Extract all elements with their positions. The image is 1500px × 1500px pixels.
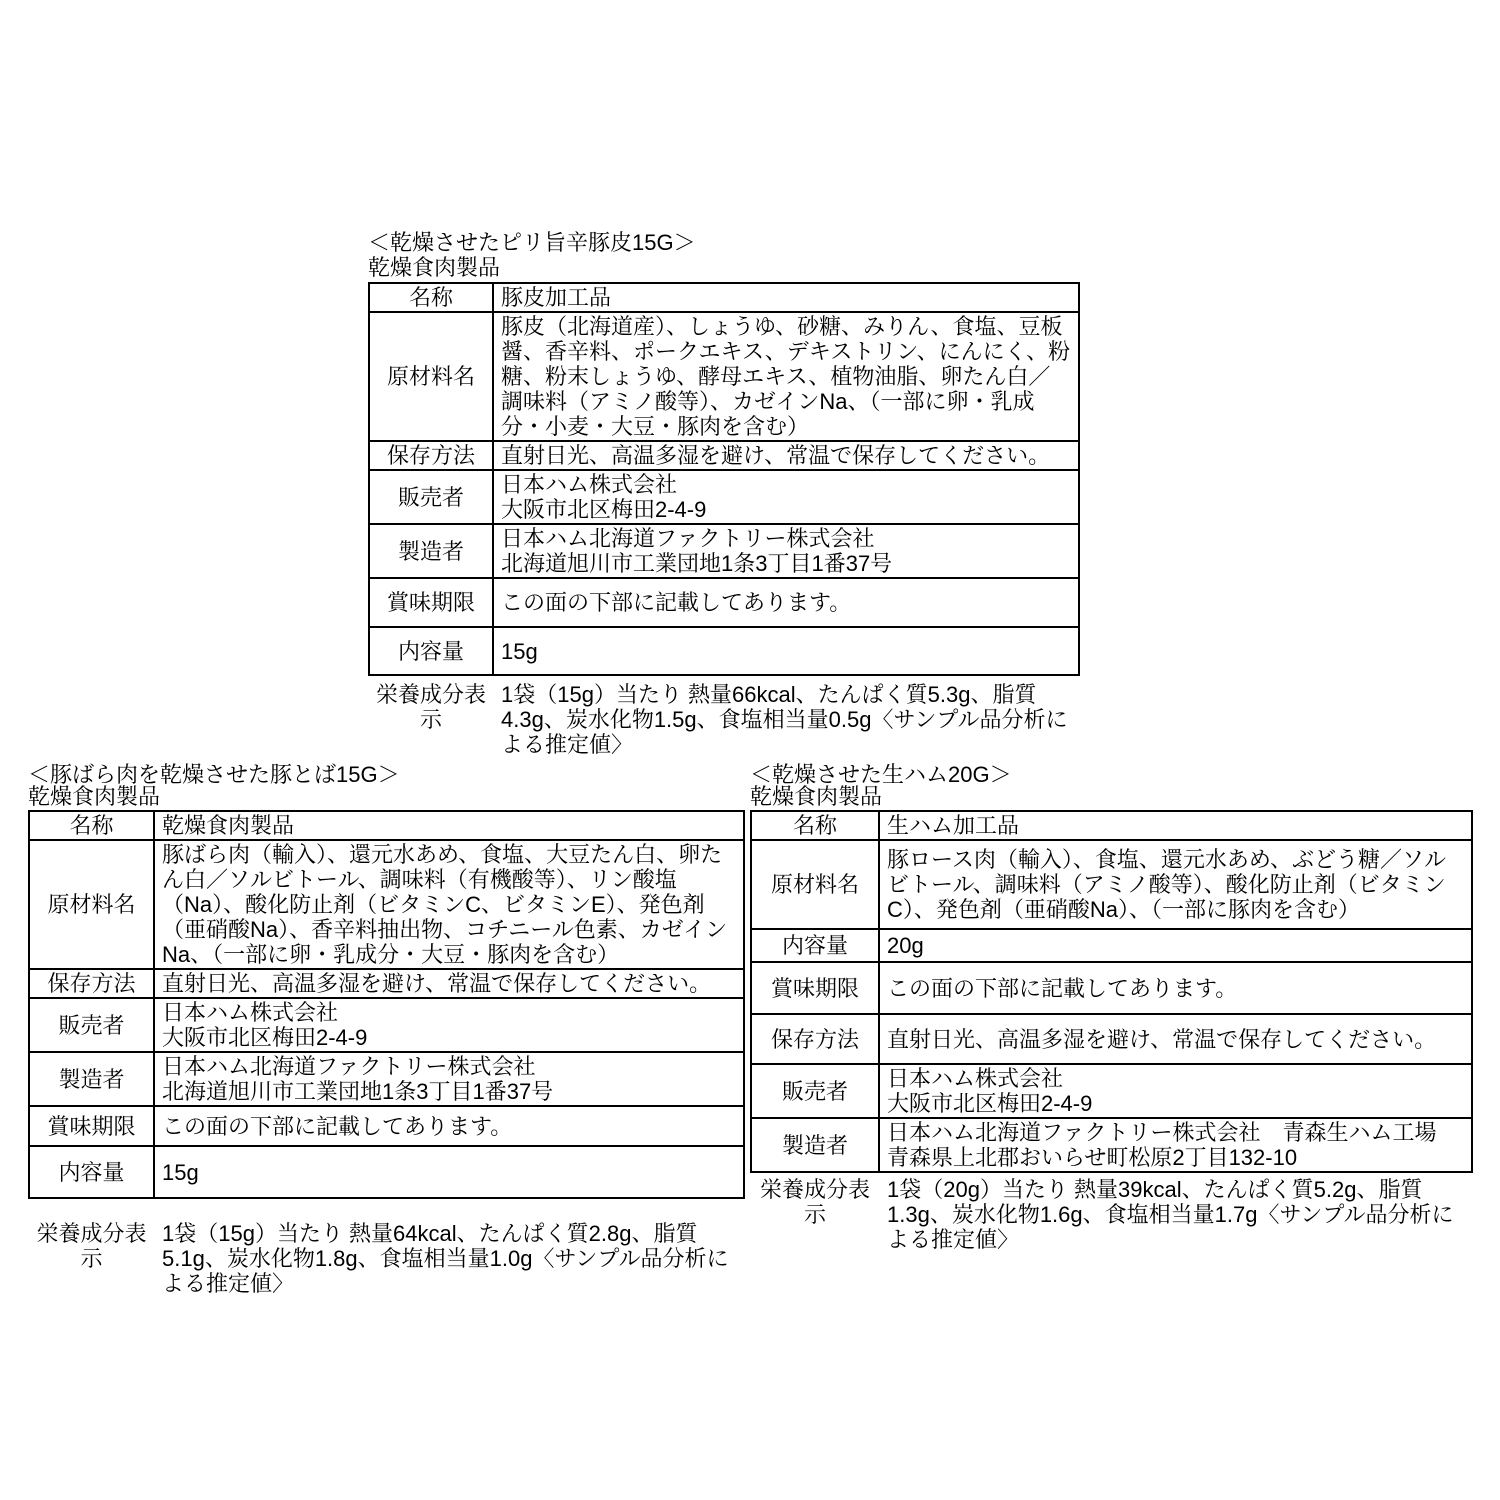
value-line: 日本ハム株式会社 [887, 1066, 1064, 1091]
row-value [494, 471, 1078, 523]
product-title: ＜乾燥させた生ハム20G＞ [750, 762, 1012, 787]
row-label: 製造者 [752, 1119, 880, 1171]
value-line: 日本ハム株式会社 [162, 1000, 339, 1025]
row-label: 内容量 [370, 628, 494, 674]
table-row [752, 1013, 1471, 1063]
row-value [155, 1147, 743, 1197]
value-line: 15g [162, 1159, 199, 1185]
value-line: 北海道旭川市工業団地1条3丁目1番37号 [501, 551, 893, 576]
value-line: 乾燥食肉製品 [162, 813, 295, 838]
product-title: ＜豚ばら肉を乾燥させた豚とば15G＞ [28, 762, 400, 787]
value-line: 豚皮（北海道産）、しょうゆ、砂糖、みりん、食塩、豆板醤、香辛料、ポークエキス、デキストリン、にんにく、粉糖、粉末しょうゆ、酵母エキス、植物油脂、卵たん白／調味料（アミノ酸等）、カゼインNa、（一部に卵・乳成分・小麦・大豆・豚肉を含む） [501, 314, 1071, 439]
nutrition-label: 栄養成分表示 [36, 1221, 147, 1271]
table-row [752, 839, 1471, 928]
row-value [494, 579, 1078, 626]
table-row [752, 961, 1471, 1013]
spec-table [750, 810, 1473, 1173]
table-row [30, 812, 743, 839]
row-value [880, 812, 1471, 839]
table-row [30, 968, 743, 997]
row-value [494, 628, 1078, 674]
row-value [155, 812, 743, 839]
row-label: 賞味期限 [30, 1107, 155, 1145]
row-label: 賞味期限 [752, 963, 880, 1013]
product-title: ＜乾燥させたピリ旨辛豚皮15G＞ [368, 230, 696, 255]
row-label: 製造者 [370, 525, 494, 577]
value-line: 北海道旭川市工業団地1条3丁目1番37号 [162, 1079, 554, 1104]
value-line: 15g [501, 638, 538, 664]
value-line: 直射日光、高温多湿を避け、常温で保存してください。 [162, 971, 712, 996]
value-line: 大阪市北区梅田2-4-9 [887, 1091, 1093, 1116]
value-line: 青森県上北郡おいらせ町松原2丁目132-10 [887, 1145, 1298, 1170]
product-category: 乾燥食肉製品 [368, 255, 501, 280]
table-row [30, 1105, 743, 1145]
product-category: 乾燥食肉製品 [750, 784, 883, 809]
product-label-section-pork-toba [28, 764, 745, 1296]
row-value [494, 525, 1078, 577]
table-row [370, 440, 1078, 469]
value-line: この面の下部に記載してあります。 [501, 590, 852, 615]
value-line: 豚ばら肉（輸入）、還元水あめ、食塩、大豆たん白、卵たん白／ソルビトール、調味料（有機酸等）、リン酸塩（Na）、酸化防止剤（ビタミンC、ビタミンE）、発色剤（亜硝酸Na）、香辛料抽出物、コチニール色素、カゼインNa、（一部に卵・乳成分・大豆・豚肉を含む） [162, 842, 728, 967]
value-line: 日本ハム北海道ファクトリー株式会社 [501, 526, 875, 551]
row-value [880, 1015, 1471, 1063]
nutrition-label: 栄養成分表示 [375, 682, 486, 732]
row-value [155, 1107, 743, 1145]
table-row [370, 523, 1078, 577]
row-label: 保存方法 [752, 1015, 880, 1063]
row-value [880, 1065, 1471, 1117]
table-row [752, 812, 1471, 839]
value-line: 大阪市北区梅田2-4-9 [162, 1025, 368, 1050]
nutrition-label: 栄養成分表示 [759, 1177, 870, 1227]
row-label: 名称 [30, 812, 155, 839]
row-label: 販売者 [30, 999, 155, 1051]
row-value [494, 313, 1078, 440]
row-label: 賞味期限 [370, 579, 494, 626]
nutrition-text: 1袋（15g）当たり 熱量64kcal、たんぱく質2.8g、脂質5.1g、炭水化物1.8g、食塩相当量1.0g〈サンプル品分析による推定値〉 [162, 1221, 729, 1296]
value-line: 大阪市北区梅田2-4-9 [501, 497, 707, 522]
table-row [752, 928, 1471, 961]
row-label: 販売者 [370, 471, 494, 523]
row-label: 内容量 [752, 930, 880, 961]
row-label: 保存方法 [30, 970, 155, 997]
row-label: 名称 [752, 812, 880, 839]
table-row [752, 1117, 1471, 1171]
row-value [880, 930, 1471, 961]
nutrition-row [750, 1177, 1473, 1252]
value-line: 20g [887, 933, 924, 958]
spec-table [368, 282, 1080, 676]
value-line: 直射日光、高温多湿を避け、常温で保存してください。 [887, 1026, 1437, 1052]
table-row [370, 626, 1078, 674]
row-label: 製造者 [30, 1053, 155, 1105]
row-label: 販売者 [752, 1065, 880, 1117]
table-row [30, 1051, 743, 1105]
value-line: この面の下部に記載してあります。 [887, 975, 1238, 1001]
value-line: 豚ロース肉（輸入）、食塩、還元水あめ、ぶどう糖／ソルビトール、調味料（アミノ酸等）、酸化防止剤（ビタミンC）、発色剤（亜硝酸Na）、（一部に豚肉を含む） [887, 847, 1447, 922]
nutrition-text: 1袋（20g）当たり 熱量39kcal、たんぱく質5.2g、脂質1.3g、炭水化物1.6g、食塩相当量1.7g〈サンプル品分析による推定値〉 [887, 1177, 1454, 1252]
value-line: 直射日光、高温多湿を避け、常温で保存してください。 [501, 443, 1051, 468]
product-label-section-dried-raw-ham [750, 764, 1473, 1252]
table-row [370, 311, 1078, 440]
row-label: 原材料名 [370, 313, 494, 440]
row-label: 保存方法 [370, 442, 494, 469]
nutrition-row [28, 1221, 745, 1296]
nutrition-row [368, 682, 1080, 757]
value-line: 日本ハム株式会社 [501, 472, 678, 497]
row-value [155, 970, 743, 997]
value-line: 日本ハム北海道ファクトリー株式会社 [162, 1054, 536, 1079]
row-label: 原材料名 [30, 841, 155, 968]
row-label: 名称 [370, 284, 494, 311]
row-value [880, 963, 1471, 1013]
value-line: 生ハム加工品 [887, 813, 1020, 838]
table-row [370, 577, 1078, 626]
row-value [880, 1119, 1471, 1171]
table-row [370, 469, 1078, 523]
row-value [494, 442, 1078, 469]
value-line: この面の下部に記載してあります。 [162, 1113, 513, 1139]
table-row [370, 284, 1078, 311]
row-value [880, 841, 1471, 928]
nutrition-text: 1袋（15g）当たり 熱量66kcal、たんぱく質5.3g、脂質4.3g、炭水化物1.5g、食塩相当量0.5g〈サンプル品分析による推定値〉 [501, 682, 1068, 757]
row-label: 内容量 [30, 1147, 155, 1197]
value-line: 日本ハム北海道ファクトリー株式会社 青森生ハム工場 [887, 1120, 1437, 1145]
product-category: 乾燥食肉製品 [28, 784, 161, 809]
table-row [752, 1063, 1471, 1117]
row-value [494, 284, 1078, 311]
row-value [155, 841, 743, 968]
row-value [155, 1053, 743, 1105]
value-line: 豚皮加工品 [501, 285, 612, 310]
table-row [30, 997, 743, 1051]
spec-table [28, 810, 745, 1199]
table-row [30, 839, 743, 968]
table-row [30, 1145, 743, 1197]
row-value [155, 999, 743, 1051]
row-label: 原材料名 [752, 841, 880, 928]
product-label-section-spicy-pork-skin [368, 230, 1080, 757]
